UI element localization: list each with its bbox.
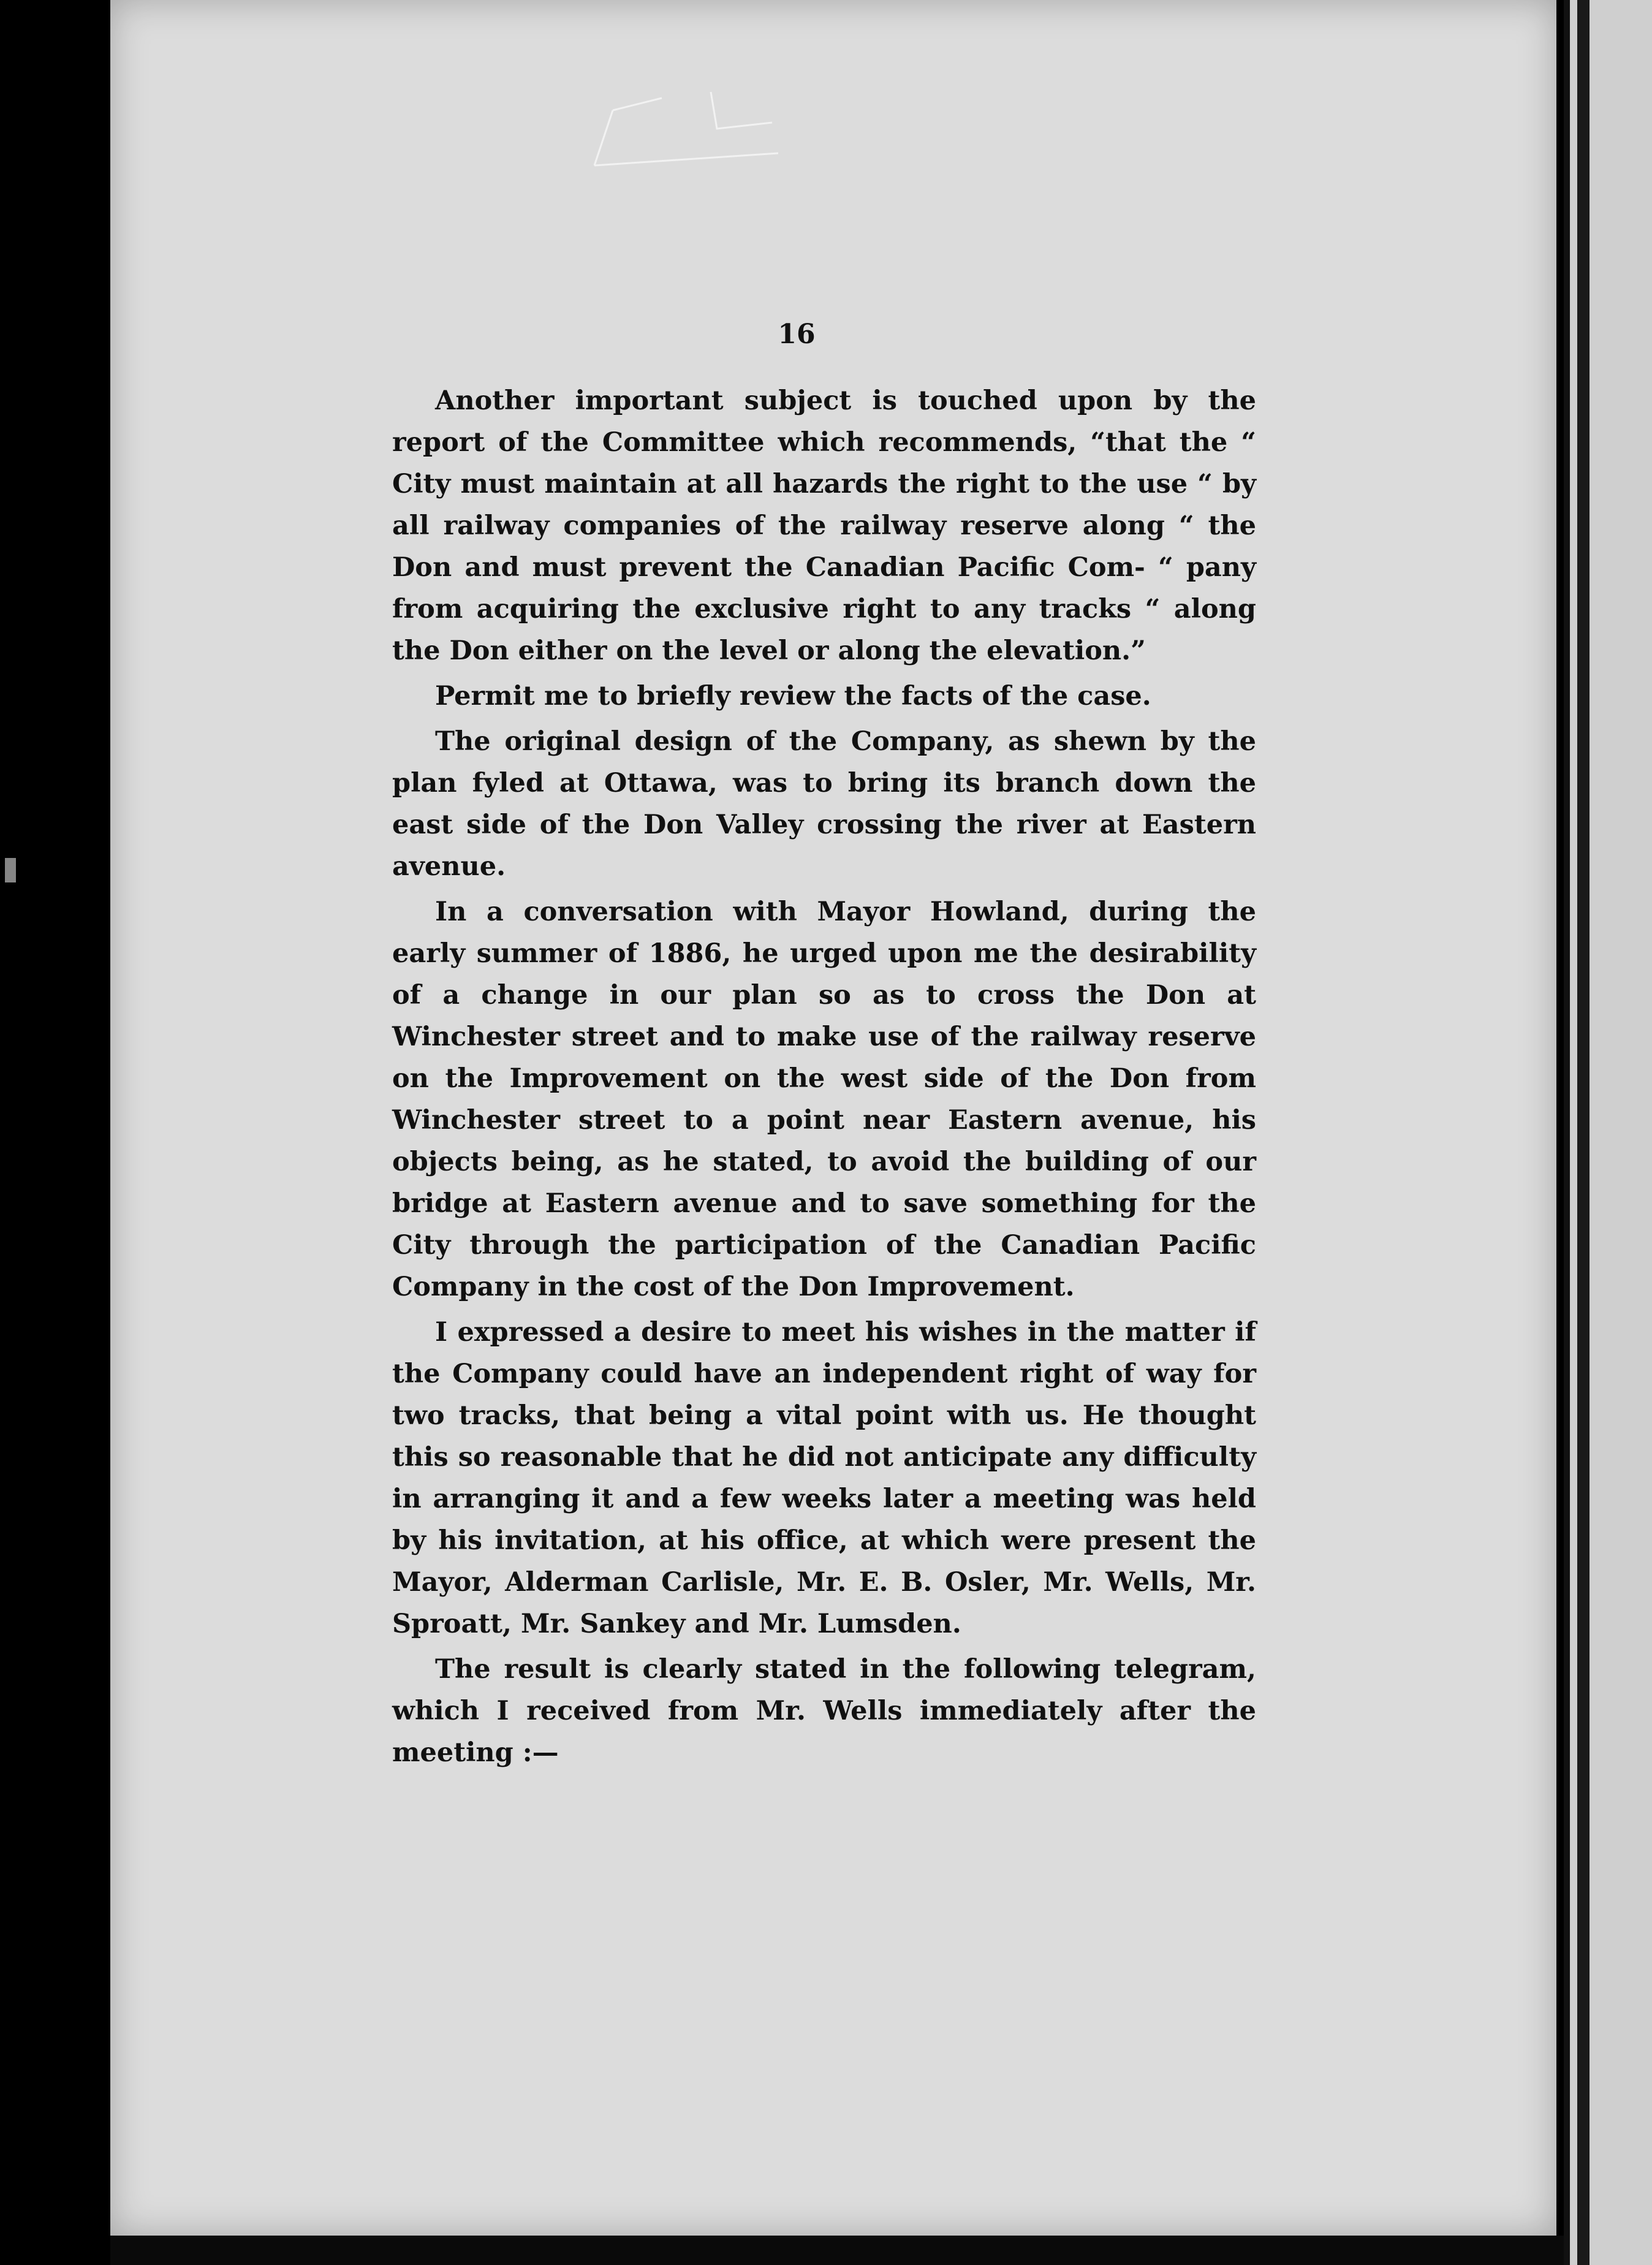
paragraph-3: The original design of the Company, as shewn by the plan fyled at Ottawa, was to bring its branch down the east side of the Don Valley crossing the river at Eastern avenue.: [392, 726, 1256, 882]
adjacent-page-edge: [1564, 0, 1652, 2265]
paragraph-5: I expressed a desire to meet his wishes in the matter if the Company could have an independent right of way for two tracks, that being a vital point with us. He thought this so reasonable that he did not anticipate any difficulty in arranging it and a few weeks later a meeting was held by his invitation, at his office, at which were present the Mayor, Alderman Carlisle, Mr. E. B. Osler, Mr. Wells, Mr. Sproatt, Mr. Sankey and Mr. Lumsden.: [392, 1317, 1256, 1639]
page-number: 16: [778, 319, 816, 350]
paragraph-2: Permit me to briefly review the facts of the case.: [435, 681, 1151, 711]
pencil-mark: [588, 86, 797, 172]
page-gutter: [1577, 0, 1589, 2265]
page-bottom-edge: [110, 2236, 1564, 2265]
paragraph-4: In a conversation with Mayor Howland, during the early summer of 1886, he urged upon me the desirability of a change in our plan so as to cross the Don at Winchester street and to make use of the railway reserve on the Improvement on the west side of the Don from Winchester street to a point near Eastern avenue, his objects being, as he stated, to avoid the building of our bridge at Eastern avenue and to save something for the City through the participation of the Canadian Pacific Company in the cost of the Don Improvement.: [392, 897, 1256, 1302]
scan-artifact: [5, 858, 16, 882]
body-text: [392, 380, 1256, 1777]
paragraph-6: The result is clearly stated in the following telegram, which I received from Mr. Wells immediately after the meeting :—: [392, 1654, 1256, 1768]
paragraph-1: Another important subject is touched upon by the report of the Committee which recommends, “that the “ City must maintain at all hazards the right to the use “ by all railway companies of the railway reserve along “ the Don and must prevent the Canadian Pacific Com- “ pany from acquiring the exclusive right to any tracks “ along the Don either on the level or along the elevation.”: [392, 385, 1256, 666]
